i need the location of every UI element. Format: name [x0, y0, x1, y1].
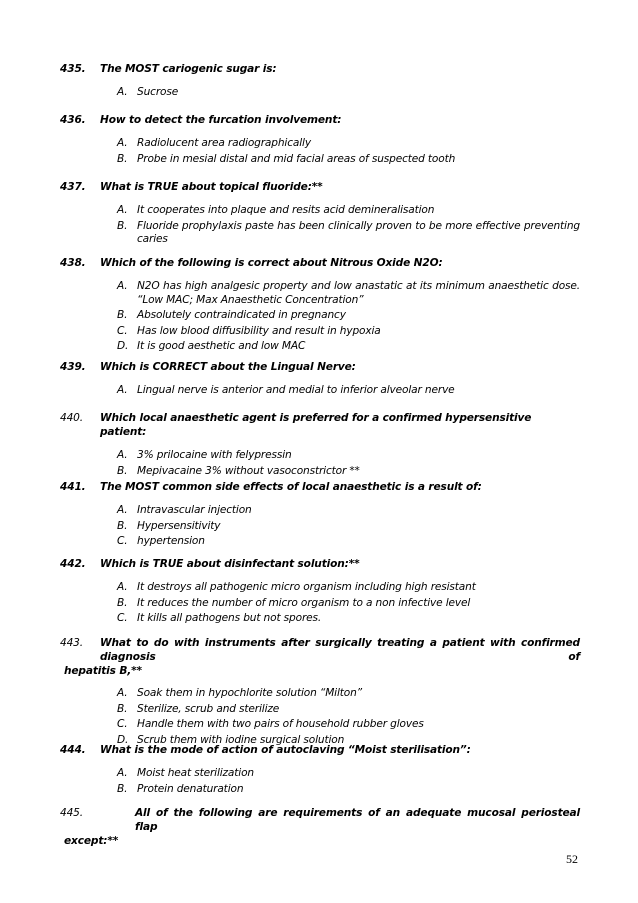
- option-item: [117, 535, 580, 549]
- question-header: [60, 180, 580, 194]
- option-item: [117, 703, 580, 717]
- option-list: [117, 280, 580, 354]
- option-letter: A.: [117, 767, 128, 779]
- question-number: 435.: [60, 63, 86, 75]
- option-letter: A.: [117, 137, 128, 149]
- option-letter: B.: [117, 152, 128, 165]
- question-number: 437.: [60, 181, 86, 193]
- question-438: [60, 256, 580, 364]
- question-number: 442.: [60, 558, 86, 570]
- option-item: [117, 204, 580, 218]
- option-text: Mepivacaine 3% without vasoconstrictor **: [137, 464, 360, 477]
- option-letter: A.: [117, 449, 128, 461]
- option-list: [117, 86, 580, 100]
- option-text: It destroys all pathogenic micro organism including high resistant: [137, 581, 476, 593]
- option-item: [117, 86, 580, 100]
- option-item: [117, 340, 580, 354]
- option-letter: A.: [117, 280, 128, 292]
- question-header: [60, 256, 580, 270]
- question-header: [60, 636, 580, 664]
- option-item: [117, 687, 580, 701]
- option-letter: C.: [117, 718, 128, 730]
- option-list: [117, 449, 580, 478]
- option-text: Handle them with two pairs of household rubber gloves: [137, 718, 424, 730]
- question-444: [60, 743, 580, 807]
- question-text: Which of the following is correct about Nitrous Oxide N2O:: [100, 257, 443, 269]
- option-letter: B.: [117, 519, 128, 532]
- option-letter: A.: [117, 504, 128, 516]
- option-item: [117, 309, 580, 323]
- question-443: [60, 636, 580, 758]
- question-442: [60, 557, 580, 636]
- question-441: [60, 480, 580, 559]
- option-letter: C.: [117, 612, 128, 624]
- option-text: It kills all pathogens but not spores.: [137, 612, 322, 624]
- option-item: [117, 449, 580, 463]
- option-text: Hypersensitivity: [137, 519, 221, 532]
- option-item: [117, 767, 580, 781]
- question-437: [60, 180, 580, 257]
- option-item: [117, 280, 580, 307]
- question-number: 438.: [60, 257, 86, 269]
- option-text: Soak them in hypochlorite solution “Milton”: [137, 687, 363, 699]
- question-435: [60, 62, 580, 110]
- option-text: Has low blood diffusibility and result in hypoxia: [137, 324, 381, 337]
- question-text: Which is TRUE about disinfectant solution:**: [100, 558, 360, 570]
- option-text: Absolutely contraindicated in pregnancy: [137, 309, 346, 321]
- option-item: [117, 783, 580, 797]
- option-letter: B.: [117, 219, 128, 232]
- option-text: Lingual nerve is anterior and medial to inferior alveolar nerve: [137, 384, 455, 396]
- question-number: 441.: [60, 481, 86, 493]
- option-letter: B.: [117, 464, 128, 477]
- question-440: [60, 411, 580, 489]
- option-letter: C.: [117, 535, 128, 547]
- option-text: It is good aesthetic and low MAC: [137, 340, 306, 352]
- question-header: [60, 411, 580, 439]
- question-436: [60, 113, 580, 177]
- option-item: [117, 384, 580, 398]
- option-text: Probe in mesial distal and mid facial areas of suspected tooth: [137, 152, 456, 165]
- option-list: [117, 204, 580, 247]
- option-text: Radiolucent area radiographically: [137, 137, 311, 149]
- question-header: [60, 806, 580, 834]
- option-text: Scrub them with iodine surgical solution: [137, 733, 345, 746]
- option-text: Sterilize, scrub and sterilize: [137, 702, 280, 715]
- option-letter: A.: [117, 687, 128, 699]
- option-letter: B.: [117, 702, 128, 715]
- question-header: [60, 743, 580, 757]
- option-text: Intravascular injection: [137, 504, 252, 516]
- option-item: [117, 504, 580, 518]
- option-letter: A.: [117, 384, 128, 396]
- option-list: [117, 767, 580, 796]
- option-text: Protein denaturation: [137, 782, 244, 795]
- question-continuation: except:**: [64, 835, 119, 847]
- option-list: [117, 504, 580, 549]
- option-letter: A.: [117, 204, 128, 216]
- option-text: It reduces the number of micro organism to a non infective level: [137, 596, 471, 609]
- option-item: [117, 153, 580, 167]
- option-letter: B.: [117, 309, 128, 321]
- question-text: What is TRUE about topical fluoride:**: [100, 181, 323, 193]
- question-number: 439.: [60, 361, 86, 373]
- option-letter: A.: [117, 581, 128, 593]
- page-number: 52: [566, 852, 578, 866]
- option-item: [117, 325, 580, 339]
- question-header: [60, 113, 580, 127]
- option-text: Sucrose: [137, 86, 179, 98]
- option-text: 3% prilocaine with felypressin: [137, 449, 292, 461]
- option-list: [117, 581, 580, 626]
- question-text: Which is CORRECT about the Lingual Nerve:: [100, 361, 356, 373]
- question-text: The MOST common side effects of local anaesthetic is a result of:: [100, 481, 482, 493]
- question-header: [60, 62, 580, 76]
- question-439: [60, 360, 580, 408]
- question-number: 440.: [60, 412, 83, 424]
- option-item: [117, 612, 580, 626]
- question-continuation: hepatitis B,**: [64, 665, 142, 677]
- question-445: [60, 806, 580, 848]
- question-number: 443.: [60, 637, 83, 649]
- option-letter: D.: [117, 340, 129, 352]
- option-list: [117, 687, 580, 747]
- option-text: Moist heat sterilization: [137, 767, 254, 779]
- option-text: It cooperates into plaque and resits acid demineralisation: [137, 204, 435, 216]
- question-number: 436.: [60, 114, 86, 126]
- question-text: What to do with instruments after surgically treating a patient with confirmed diagnosis of: [100, 637, 580, 663]
- question-text: What is the mode of action of autoclaving “Moist sterilisation”:: [100, 744, 471, 756]
- option-letter: B.: [117, 596, 128, 609]
- option-letter: D.: [117, 733, 129, 746]
- option-text: Fluoride prophylaxis paste has been clinically proven to be more effective preventing caries: [137, 219, 580, 245]
- option-text: N2O has high analgesic property and low anastatic at its minimum anaesthetic dose. “Low MAC; Max Anaesthetic Concentration”: [137, 280, 580, 306]
- question-text: How to detect the furcation involvement:: [100, 114, 342, 126]
- question-header: [60, 480, 580, 494]
- option-text: hypertension: [137, 535, 205, 547]
- option-list: [117, 384, 580, 398]
- option-item: [117, 581, 580, 595]
- option-letter: C.: [117, 324, 128, 337]
- question-header: [60, 557, 580, 571]
- option-letter: B.: [117, 782, 128, 795]
- option-item: [117, 718, 580, 732]
- question-number: 444.: [60, 744, 86, 756]
- option-item: [117, 465, 580, 479]
- question-text: Which local anaesthetic agent is preferred for a confirmed hypersensitive patient:: [100, 412, 532, 438]
- option-item: [117, 220, 580, 247]
- option-list: [117, 137, 580, 166]
- question-number: 445.: [60, 807, 83, 819]
- question-header: [60, 360, 580, 374]
- option-item: [117, 137, 580, 151]
- option-item: [117, 597, 580, 611]
- question-text: The MOST cariogenic sugar is:: [100, 63, 277, 75]
- option-item: [117, 520, 580, 534]
- option-letter: A.: [117, 86, 128, 98]
- question-text: All of the following are requirements of an adequate mucosal periosteal flap: [135, 807, 580, 833]
